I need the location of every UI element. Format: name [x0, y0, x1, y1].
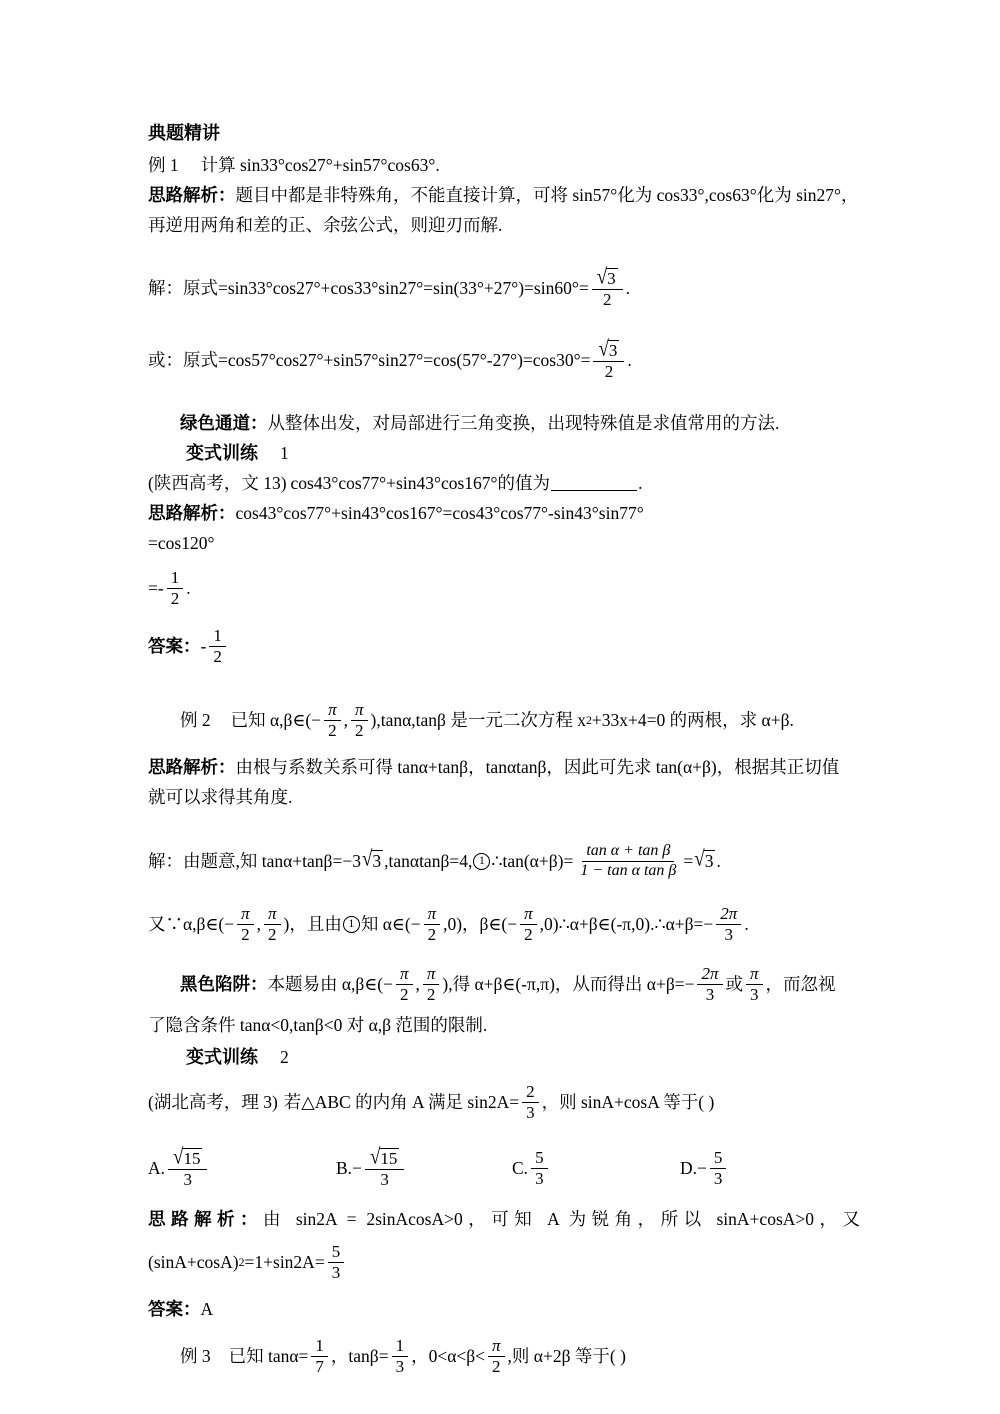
fraction-denominator: 2 — [241, 924, 250, 944]
example-2-mid: , — [343, 710, 349, 730]
fraction-numerator: tan α + tan β — [582, 843, 674, 861]
solution-2b-mid1: , — [256, 914, 262, 934]
fraction-numerator: π — [237, 905, 254, 924]
fraction-denominator: 7 — [315, 1356, 324, 1376]
analysis-2-text-3-suffix: . — [186, 578, 191, 598]
solution-2-pre: 由题意,知 tanα+tanβ=−3 — [183, 851, 361, 871]
example-2-post2: +33x+4=0 的两根，求 α+β. — [591, 710, 794, 730]
black-trap-text-2: 了隐含条件 tanα<0,tanβ<0 对 α,β 范围的限制. — [148, 1015, 488, 1035]
variant-1-question-line — [148, 468, 860, 498]
analysis-4-text-2-mid: =1+sin2A= — [244, 1252, 325, 1272]
solution-1a-fraction — [592, 264, 623, 310]
section-title-text: 典题精讲 — [148, 123, 220, 143]
radical-icon: √ — [173, 1144, 184, 1170]
variant-2-source: (湖北高考，理 3) — [148, 1092, 278, 1112]
analysis-2-text-2: =cos120° — [148, 533, 215, 553]
fraction-denominator: 2 — [328, 720, 337, 740]
example-1-label: 例 1 — [148, 155, 179, 175]
solution-1a-body: 原式=sin33°cos27°+cos33°sin27°=sin(33°+27°)=sin60°= — [183, 278, 589, 298]
fraction-numerator: π — [424, 905, 441, 924]
fraction-denominator: 2 — [427, 924, 437, 944]
choice-option-a[interactable] — [148, 1142, 336, 1194]
analysis-2-line-2 — [148, 528, 860, 558]
analysis-4-text-2-pre: (sinA+cosA) — [148, 1252, 239, 1272]
fraction-denominator: 3 — [395, 1356, 405, 1376]
example-3-line — [148, 1330, 860, 1382]
solution-1b-body: 原式=cos57°cos27°+sin57°sin27°=cos(57°-27°)=cos30°= — [183, 350, 591, 370]
sqrt-symbol — [598, 336, 619, 362]
fraction-denominator: 1 − tan α tan β — [580, 861, 677, 879]
choice-letter: B. — [336, 1158, 353, 1178]
green-channel-line — [148, 408, 860, 438]
choice-option-b[interactable] — [336, 1142, 512, 1194]
solution-1b — [148, 334, 860, 386]
solution-1a-suffix: . — [625, 278, 631, 298]
sqrt-symbol — [596, 264, 618, 290]
solution-2b-line — [148, 898, 860, 950]
variant-1-number: 1 — [280, 443, 289, 463]
solution-2-line — [148, 832, 860, 890]
fraction-denominator: 3 — [331, 1262, 341, 1282]
variant-1-question: cos43°cos77°+sin43°cos167°的值为 — [290, 473, 551, 493]
variant-2-heading: 变式训练 — [186, 1047, 258, 1067]
example-3-post: ,则 α+2β 等于( ) — [507, 1346, 626, 1366]
fraction-numerator: π — [396, 965, 413, 984]
solution-2-mid: ,tanαtanβ=4, — [384, 851, 473, 871]
black-trap-fraction-1 — [396, 965, 413, 1003]
variant-2-fraction — [522, 1083, 539, 1121]
answer-2-value: A — [200, 1299, 214, 1319]
analysis-1-heading: 思路解析： — [148, 185, 236, 205]
variant-2-question-line — [148, 1076, 860, 1128]
analysis-3-heading: 思路解析： — [148, 757, 236, 777]
choice-option-d[interactable] — [680, 1142, 729, 1194]
radicand: 3 — [607, 268, 616, 288]
black-trap-mid3: 或 — [725, 974, 744, 994]
fraction-denominator: 2 — [492, 1356, 501, 1376]
radicand: 3 — [608, 340, 618, 360]
choice-option-c[interactable] — [512, 1142, 680, 1194]
solution-2b-mid3: 知 α∈(− — [360, 914, 421, 934]
analysis-4-line-1 — [148, 1204, 860, 1234]
radical-icon: √ — [596, 264, 608, 290]
green-channel-text: 从整体出发，对局部进行三角变换，出现特殊值是求值常用的方法. — [267, 413, 780, 433]
analysis-3-line-2 — [148, 782, 860, 812]
example-3-fraction-1 — [311, 1337, 328, 1375]
solution-2b-mid4: ,0)，β∈(− — [443, 914, 518, 934]
example-2-post: ),tanα,tanβ 是一元二次方程 x — [370, 710, 586, 730]
black-trap-fraction-2 — [423, 965, 440, 1003]
variant-1-source: (陕西高考，文 13) — [148, 473, 287, 493]
section-title — [148, 118, 860, 148]
sqrt-symbol — [369, 1144, 399, 1170]
radical-icon: √ — [369, 1144, 381, 1170]
example-1-line — [148, 150, 860, 180]
fraction-denominator: 2 — [400, 984, 409, 1004]
radical-icon: √ — [598, 336, 609, 362]
fraction-numerator — [592, 264, 623, 291]
choice-sign: − — [352, 1158, 362, 1178]
fraction-numerator: 1 — [167, 569, 184, 588]
fraction-numerator: π — [746, 965, 763, 984]
black-trap-line-1 — [148, 958, 860, 1010]
radicand: 15 — [380, 1148, 398, 1168]
solution-1b-fraction — [593, 336, 624, 382]
radicand: 15 — [183, 1148, 201, 1168]
example-2-fraction-2 — [351, 701, 368, 739]
fraction-numerator — [593, 336, 624, 363]
analysis-1-line-2 — [148, 210, 860, 240]
analysis-3-line-1 — [148, 752, 860, 782]
fraction-denominator: 3 — [183, 1170, 192, 1190]
answer-blank[interactable] — [551, 475, 637, 491]
fraction-numerator: 2π — [716, 905, 741, 924]
black-trap-line-2 — [148, 1010, 860, 1040]
example-3-label: 例 3 — [180, 1346, 211, 1366]
variant-2-post: ，则 sinA+cosA 等于( ) — [541, 1092, 715, 1112]
analysis-2-line-1 — [148, 498, 860, 528]
fraction-numerator: 5 — [531, 1149, 548, 1168]
analysis-1-text-1: 题目中都是非特殊角，不能直接计算，可将 sin57°化为 cos33°,cos63°化为 sin27°， — [235, 185, 859, 205]
analysis-2-heading: 思路解析： — [148, 503, 236, 523]
green-channel-heading: 绿色通道： — [180, 413, 268, 433]
analysis-4-text-1: 由 sin2A = 2sinAcosA>0，可知 A 为锐角，所以 sinA+cosA>0，又 — [263, 1209, 861, 1229]
analysis-4-fraction — [328, 1243, 345, 1281]
fraction-numerator — [168, 1144, 207, 1171]
fraction-denominator: 3 — [535, 1168, 544, 1188]
variant-1-period: . — [638, 473, 643, 493]
variant-2-number: 2 — [280, 1047, 289, 1067]
analysis-1-text-2: 再逆用两角和差的正、余弦公式，则迎刃而解. — [148, 215, 503, 235]
analysis-2-fraction — [167, 569, 184, 607]
solution-2b-fraction-5 — [716, 905, 741, 943]
example-3-mid2: ，0<α<β< — [411, 1346, 486, 1366]
circled-number-1: 1 — [343, 916, 360, 933]
fraction-numerator: 5 — [710, 1149, 727, 1168]
solution-2-prefix: 解： — [148, 851, 183, 871]
fraction-numerator: 5 — [328, 1243, 345, 1262]
fraction-denominator: 2 — [426, 984, 436, 1004]
radical-icon: √ — [361, 847, 373, 872]
choice-row — [148, 1142, 860, 1194]
black-trap-pre: 本题易由 α,β∈(− — [267, 974, 393, 994]
analysis-1-line-1 — [148, 180, 860, 210]
radicand: 3 — [704, 851, 714, 872]
solution-1a — [148, 262, 860, 314]
fraction-numerator: 2π — [697, 965, 722, 984]
choice-letter: D. — [680, 1158, 698, 1178]
solution-2b-fraction-2 — [264, 905, 281, 943]
solution-2b-suffix: . — [744, 914, 749, 934]
variant-2-pre: 若△ABC 的内角 A 满足 sin2A= — [283, 1092, 520, 1112]
solution-1a-prefix: 解： — [148, 278, 183, 298]
solution-2b-mid5: ,0)∴α+β∈(-π,0).∴α+β=− — [539, 914, 714, 934]
solution-2b-mid2: )，且由 — [283, 914, 342, 934]
solution-2-fraction — [576, 843, 680, 879]
fraction-denominator: 2 — [268, 924, 277, 944]
circled-number-1: 1 — [473, 853, 490, 870]
fraction-denominator: 2 — [170, 588, 180, 608]
fraction-numerator: π — [520, 905, 537, 924]
example-2-line: 例 2 已知 α,β∈(− $\frac{\pi}{2}$ , $\frac{\pi}{2}$ ),tanα,tanβ 是一元二次方程 x 2 +33x+4=0 的两根，求 α+β. — [148, 694, 860, 746]
analysis-3-text-2: 就可以求得其角度. — [148, 787, 293, 807]
fraction-denominator: 2 — [524, 924, 533, 944]
analysis-2-text-1: cos43°cos77°+sin43°cos167°=cos43°cos77°-sin43°sin77° — [235, 503, 644, 523]
fraction-denominator: 3 — [724, 924, 734, 944]
black-trap-heading: 黑色陷阱： — [180, 974, 268, 994]
example-3-pre: 已知 tanα= — [228, 1346, 309, 1366]
black-trap-mid2: ),得 α+β∈(-π,π)，从而得出 α+β=− — [442, 974, 695, 994]
variant-2-heading-line — [148, 1042, 860, 1072]
answer-2-line — [148, 1294, 860, 1324]
fraction-denominator: 2 — [602, 290, 612, 310]
fraction-numerator: π — [423, 965, 440, 984]
fraction-denominator: 2 — [213, 646, 222, 666]
choice-letter: A. — [148, 1158, 166, 1178]
choice-fraction — [710, 1149, 727, 1187]
fraction-numerator: π — [351, 701, 368, 720]
fraction-denominator: 3 — [380, 1170, 389, 1190]
answer-1-fraction — [209, 627, 226, 665]
analysis-3-text-1: 由根与系数关系可得 tanα+tanβ，tanαtanβ，因此可先求 tan(α+β)，根据其正切值 — [235, 757, 840, 777]
fraction-denominator: 3 — [750, 984, 759, 1004]
example-2-fraction-1 — [324, 701, 341, 739]
solution-2b-fraction-1 — [237, 905, 254, 943]
choice-fraction — [168, 1144, 207, 1190]
choice-sign: − — [697, 1158, 707, 1178]
answer-1-heading: 答案： — [148, 636, 201, 656]
fraction-denominator: 2 — [604, 362, 614, 382]
black-trap-fraction-3 — [697, 965, 722, 1003]
solution-2b-fraction-3 — [424, 905, 441, 943]
choice-letter: C. — [512, 1158, 529, 1178]
fraction-numerator — [365, 1144, 404, 1171]
fraction-numerator: 1 — [209, 627, 226, 646]
fraction-denominator: 3 — [526, 1102, 535, 1122]
fraction-denominator: 3 — [713, 1168, 723, 1188]
analysis-2-line-3 — [148, 562, 860, 614]
analysis-2-text-3-prefix: =- — [148, 578, 164, 598]
answer-2-heading: 答案： — [148, 1299, 201, 1319]
solution-2-mid2: ∴tan(α+β)= — [491, 851, 574, 871]
answer-1-line — [148, 620, 860, 672]
fraction-numerator: 1 — [311, 1337, 328, 1356]
radical-icon: √ — [694, 847, 705, 872]
fraction-numerator: π — [264, 905, 281, 924]
example-3-mid1: ，tanβ= — [330, 1346, 389, 1366]
solution-1b-suffix: . — [627, 350, 632, 370]
sqrt-symbol — [361, 847, 383, 872]
answer-1-prefix: - — [200, 636, 207, 656]
solution-2b-fraction-4 — [520, 905, 537, 943]
choice-fraction — [365, 1144, 404, 1190]
fraction-denominator: 2 — [355, 720, 364, 740]
example-3-fraction-2 — [392, 1337, 409, 1375]
example-2-pre: 已知 α,β∈(− — [230, 710, 322, 730]
fraction-numerator: π — [324, 701, 341, 720]
black-trap-mid1: , — [415, 974, 420, 994]
fraction-numerator: 1 — [392, 1337, 409, 1356]
fraction-denominator: 3 — [705, 984, 715, 1004]
example-3-fraction-3 — [488, 1337, 505, 1375]
fraction-numerator: 2 — [522, 1083, 539, 1102]
sqrt-symbol-2 — [694, 847, 715, 872]
analysis-4-heading: 思路解析： — [148, 1209, 263, 1229]
example-1-text: 计算 sin33°cos27°+sin57°cos63°. — [200, 155, 440, 175]
black-trap-fraction-4 — [746, 965, 763, 1003]
variant-1-heading: 变式训练 — [186, 443, 258, 463]
solution-2b-pre: 又∵α,β∈(− — [148, 914, 235, 934]
solution-1b-prefix: 或： — [148, 350, 183, 370]
radicand: 3 — [372, 851, 382, 872]
black-trap-mid4: ，而忽视 — [765, 974, 836, 994]
variant-1-heading-line — [148, 438, 860, 468]
solution-2-eq: = — [683, 851, 694, 871]
choice-fraction — [531, 1149, 548, 1187]
analysis-4-line-2: (sinA+cosA) 2 =1+sin2A= $\frac{5}{3}$ — [148, 1236, 860, 1288]
sqrt-symbol — [173, 1144, 202, 1170]
fraction-numerator: π — [488, 1337, 505, 1356]
solution-2-suffix: . — [716, 851, 721, 871]
example-2-label: 例 2 — [180, 710, 211, 730]
